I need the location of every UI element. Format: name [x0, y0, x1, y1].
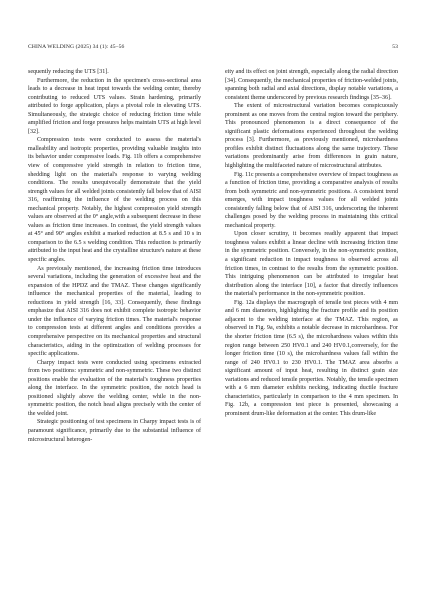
- running-header: [28, 44, 398, 50]
- paragraph: Furthermore, the reduction in the specimen's cross-sectional area leads to a decrease in heat input towards the welding center, thereby contributing to reduced UTS values. Strain hardening, primarily attributed to forge application, plays a pivotal role in elevating UTS. Simultaneously, the strategic choice of reducing friction time while amplified friction and forge pressures helps maintain UTS at high level [32].: [28, 77, 201, 135]
- paragraph: Fig. 12a displays the macrograph of tensile test pieces with 4 mm and 6 mm diameters, highlighting the fracture profile and its position adjacent to the welding interface at the TMAZ. This region, as observed in Fig. 9a, exhibits a notable decrease in microhardness. For the shorter friction time (6.5 s), the microhardness values within this region range between 250 HV0.1 and 240 HV0.1,conversely, for the longer friction time (10 s), the microhardness values fall within the range of 240 HV0.1 to 230 HV0.1. The TMAZ area absorbs a significant amount of input heat, resulting in distinct grain size variations and reduced tensile properties. Notably, the tensile specimen with a 6 mm diameter exhibits necking, indicating ductile fracture characteristics, particularly in comparison to the 4 mm specimen. In Fig. 12b, a compression test piece is presented, showcasing a prominent drum-like deformation at the center. This drum-like: [225, 299, 398, 417]
- left-column: [28, 68, 201, 444]
- journal-citation: CHINA WELDING (2025) 34 (1): 45–56: [28, 44, 125, 50]
- paragraph: sequently reducing the UTS [31].: [28, 69, 109, 75]
- paragraph: Charpy impact tests were conducted using specimens extracted from two positions: symmetric and non-symmetric. These two distinct positions enable the evaluation of the material's toughness properties along the interface. In the symmetric position, the notch head is positioned slightly above the welding center, while in the non-symmetric position, the notch head aligns precisely with the center of the welded joint.: [28, 359, 201, 417]
- paragraph: Fig. 11c presents a comprehensive overview of impact toughness as a function of friction time, providing a comparative analysis of results from both symmetric and non-symmetric positions. A consistent trend emerges, with impact toughness values for all welded joints consistently falling below that of AISI 316, underscoring the inherent challenges posed by the welding process in maintaining this critical mechanical property.: [225, 171, 399, 229]
- paragraph: The extent of microstructural variation becomes conspicuously prominent as one moves from the central region toward the periphery. This pronounced phenomenon is a direct consequence of the significant plastic deformations experienced throughout the welding process [3]. Furthermore, as previously mentioned, microhardness profiles exhibit distinct fluctuations along the same trajectory. These variations predominantly arise from differences in grain nature, highlighting the multifaceted nature of microstructural attributes.: [225, 103, 398, 170]
- page-number: 53: [392, 44, 398, 50]
- paragraph: eity and its effect on joint strength, especially along the radial direction [34]. Consequently, the mechanical properties of friction-welded joints, spanning both radial and axial directions, display notable variations, a consistent theme underscored by previous research findings [35–36].: [225, 69, 398, 101]
- paragraph: Compression tests were conducted to assess the material's malleability and isotropic properties, providing valuable insights into its behavior under compressive loads. Fig. 11b offers a comprehensive view of compressive yield strength in relation to friction time, shedding light on the material's response to varying welding conditions. The results unequivocally demonstrate that the yield strength values for all welded joints consistently fall below that of AISI 316, reaffirming the influence of the welding process on this mechanical property. Notably, the highest compression yield strength values are observed at the 0° angle,with a subsequent decrease in these values as friction time increases. In contrast, the yield strength values at 45° and 90° angles exhibit a marked reduction at 8.5 s and 10 s in comparison to the 6.5 s welding condition. This reduction is primarily attributed to the input heat and the crystalline structure's nature at these specific angles.: [28, 137, 201, 264]
- paragraph: Upon closer scrutiny, it becomes readily apparent that impact toughness values exhibit a linear decline with increasing friction time in the symmetric position. Conversely, in the non-symmetric position, a significant reduction in impact toughness is observed across all friction times, in contrast to the results from the symmetric position. This intriguing phenomenon can be attributed to irregular heat distribution along the interface [10], a factor that directly influences the material's performance in the non-symmetric position.: [225, 231, 398, 298]
- right-column: [225, 68, 398, 418]
- paragraph: Strategic positioning of test specimens in Charpy impact tests is of paramount significance, primarily due to the substantial influence of microstructural heterogen-: [28, 419, 201, 443]
- paragraph: As previously mentioned, the increasing friction time introduces several variations, including the generation of excessive heat and the expansion of the HPDZ and the TMAZ. These changes significantly influence the mechanical properties of the material, leading to reductions in yield strength [16, 33]. Consequently, these findings emphasize that AISI 316 does not exhibit complete isotropic behavior under the influence of varying friction times. The material's response to compression tests at different angles and conditions provides a comprehensive perspective on its mechanical properties and structural characteristics, aiding in the optimization of welding processes for specific applications.: [28, 265, 201, 358]
